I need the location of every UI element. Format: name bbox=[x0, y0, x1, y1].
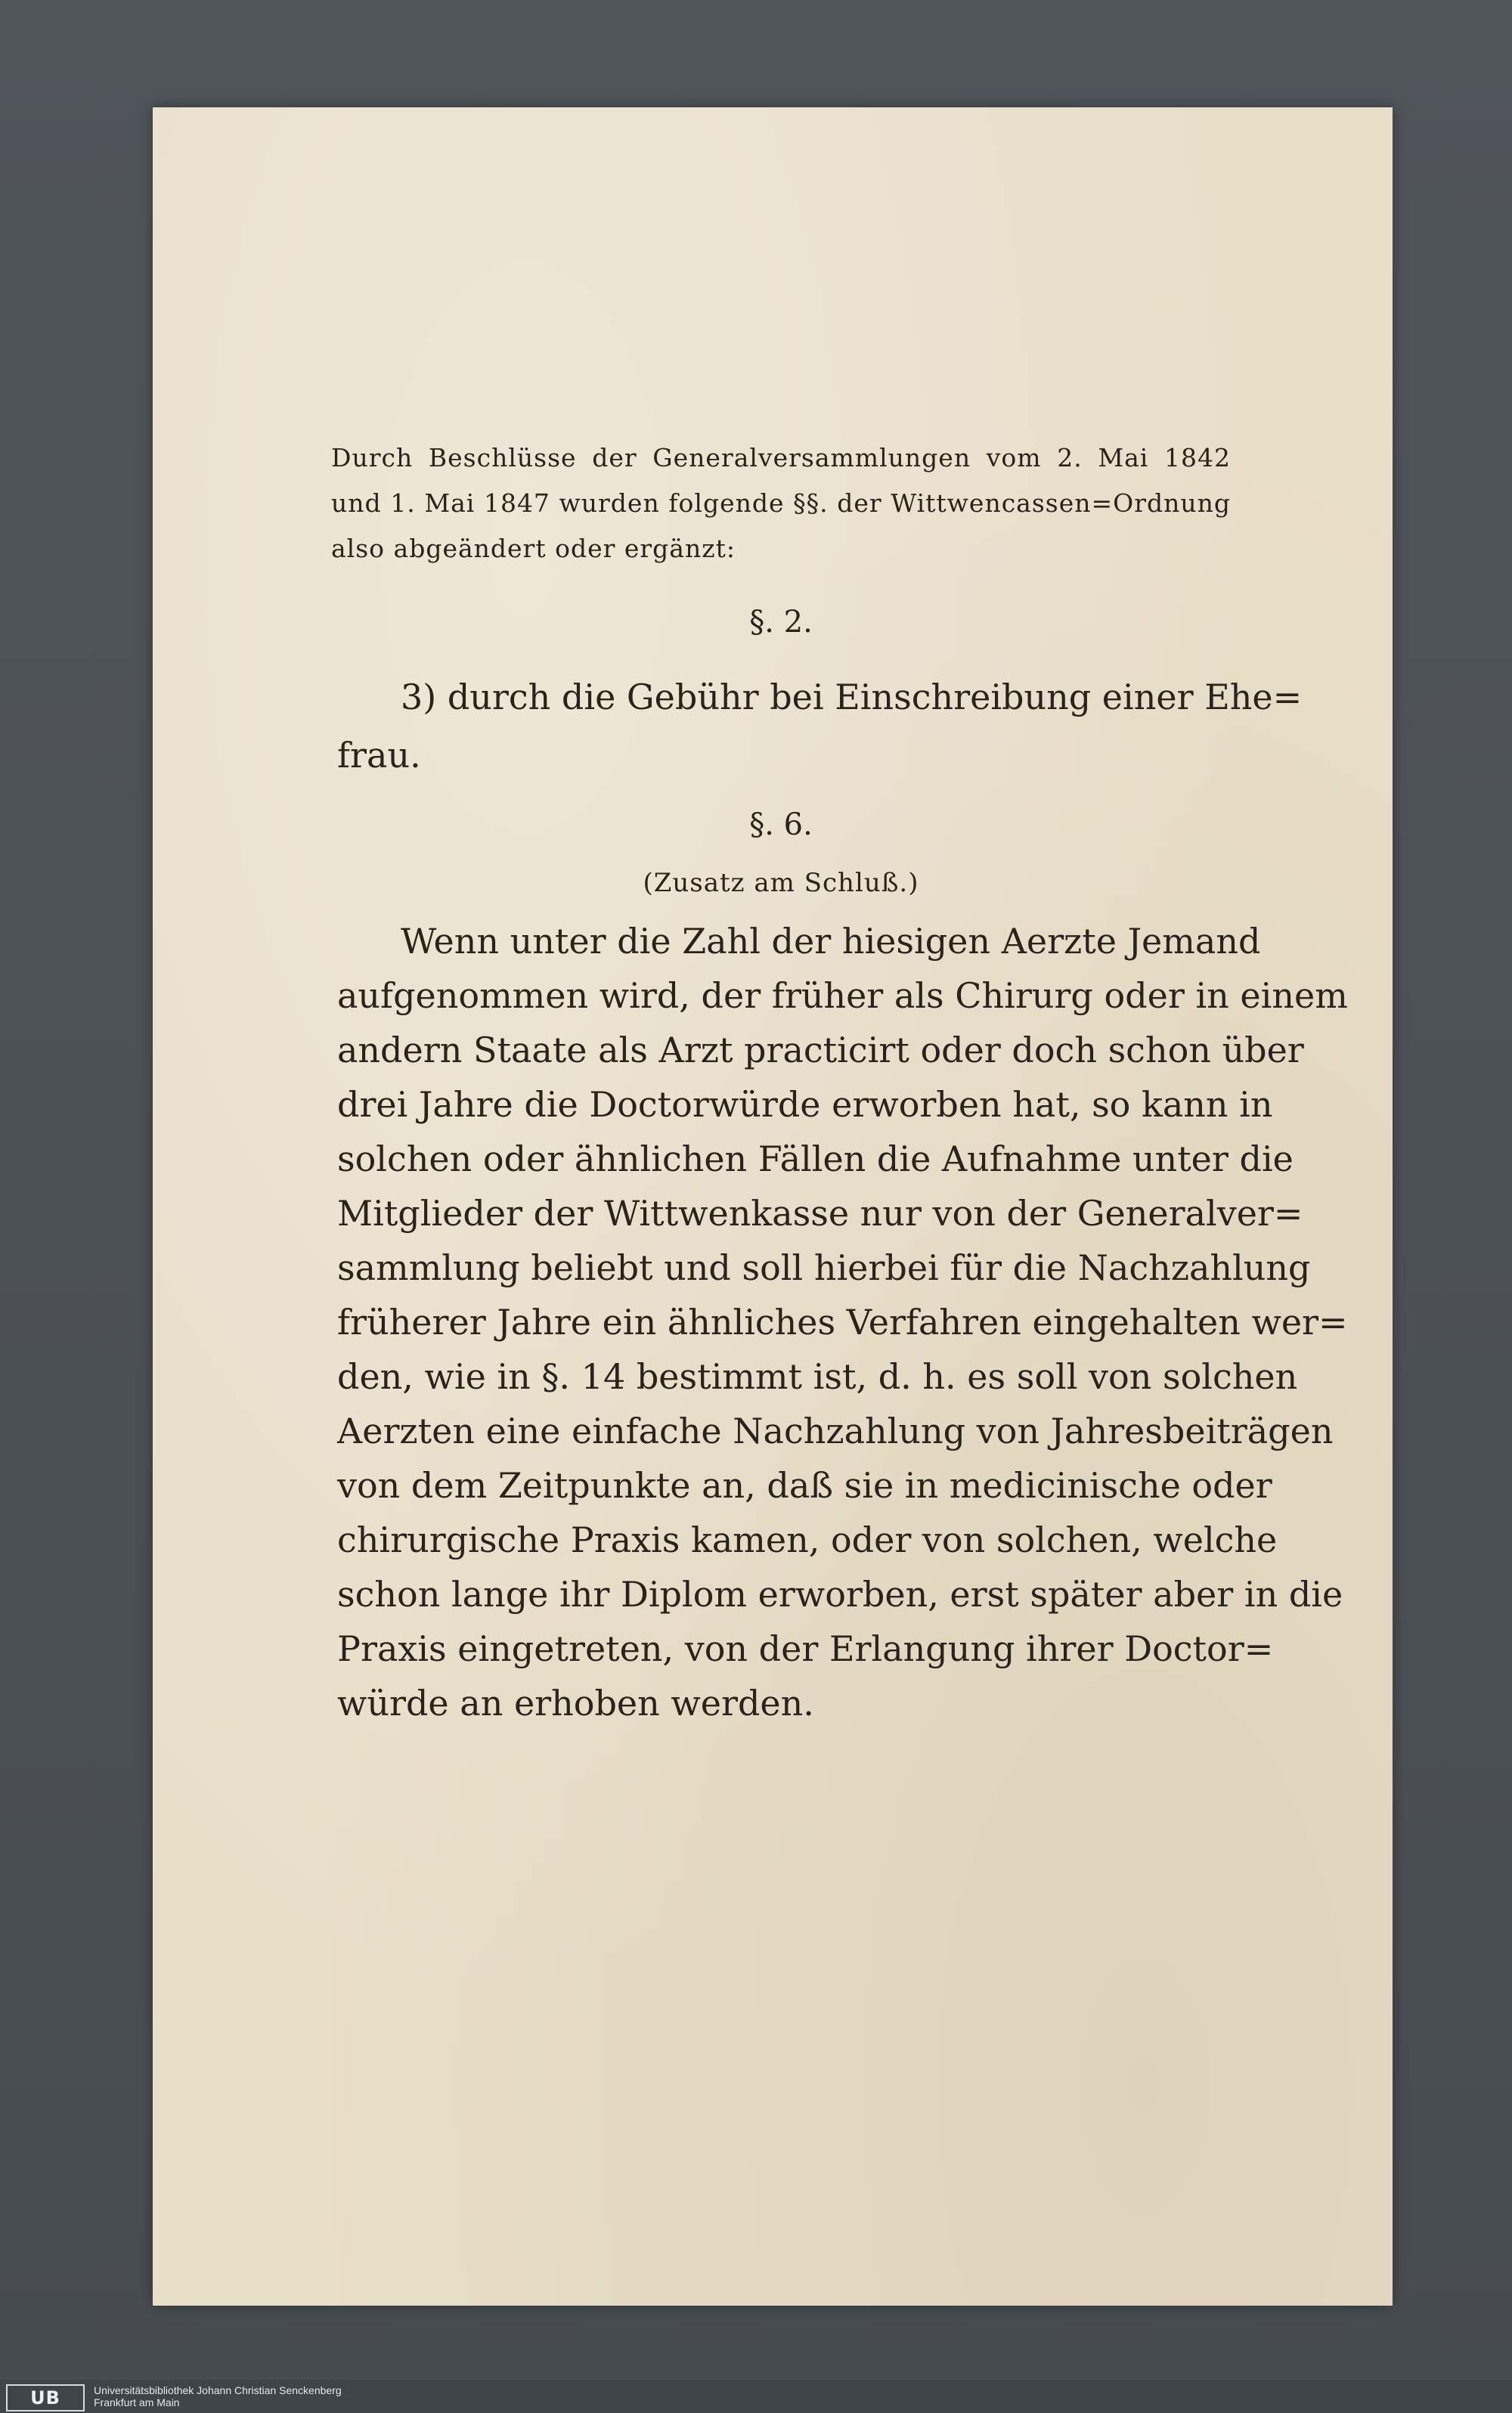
section-6-subheading: (Zusatz am Schluß.) bbox=[643, 868, 919, 898]
section-2-line-2: frau. bbox=[337, 735, 421, 776]
section-6-line-15: würde an erhoben werden. bbox=[337, 1683, 814, 1724]
section-6-line-1: Wenn unter die Zahl der hiesigen Aerzte Jemand bbox=[401, 921, 1261, 962]
section-6-line-12: chirurgische Praxis kamen, oder von solchen, welche bbox=[337, 1519, 1278, 1560]
section-6-line-2: aufgenommen wird, der früher als Chirurg oder in einem bbox=[337, 975, 1348, 1016]
library-credit bbox=[94, 2384, 342, 2408]
section-6-line-9: den, wie in §. 14 bestimmt ist, d. h. es soll von solchen bbox=[337, 1356, 1298, 1397]
intro-line-2: und 1. Mai 1847 wurden folgende §§. der Wittwencassen=Ordnung bbox=[331, 488, 1231, 518]
intro-line-3: also abgeändert oder ergänzt: bbox=[331, 534, 736, 563]
section-6-line-6: Mitglieder der Wittwenkasse nur von der Generalver= bbox=[337, 1193, 1303, 1234]
library-credit-line-1: Universitätsbibliothek Johann Christian Senckenberg bbox=[94, 2384, 342, 2396]
section-2-line-1: 3) durch die Gebühr bei Einschreibung einer Ehe= bbox=[401, 677, 1303, 717]
section-6-line-10: Aerzten eine einfache Nachzahlung von Jahresbeiträgen bbox=[337, 1411, 1334, 1451]
section-heading-6: §. 6. bbox=[749, 807, 813, 842]
section-6-line-7: sammlung beliebt und soll hierbei für die Nachzahlung bbox=[337, 1247, 1311, 1288]
section-6-line-4: drei Jahre die Doctorwürde erworben hat, so kann in bbox=[337, 1084, 1273, 1125]
library-credit-line-2: Frankfurt am Main bbox=[94, 2396, 180, 2408]
section-6-line-8: früherer Jahre ein ähnliches Verfahren eingehalten wer= bbox=[337, 1302, 1348, 1343]
ub-logo-icon: UB bbox=[6, 2384, 85, 2411]
section-6-line-14: Praxis eingetreten, von der Erlangung ihrer Doctor= bbox=[337, 1628, 1274, 1669]
section-6-line-13: schon lange ihr Diplom erworben, erst später aber in die bbox=[337, 1574, 1343, 1615]
section-6-line-3: andern Staate als Arzt practicirt oder doch schon über bbox=[337, 1030, 1304, 1070]
section-heading-2: §. 2. bbox=[749, 605, 813, 640]
section-6-line-5: solchen oder ähnlichen Fällen die Aufnahme unter die bbox=[337, 1138, 1294, 1179]
intro-line-1: Durch Beschlüsse der Generalversammlungen vom 2. Mai 1842 bbox=[331, 443, 1231, 472]
section-6-line-11: von dem Zeitpunkte an, daß sie in medicinische oder bbox=[337, 1465, 1272, 1506]
library-footer bbox=[0, 2380, 1512, 2413]
